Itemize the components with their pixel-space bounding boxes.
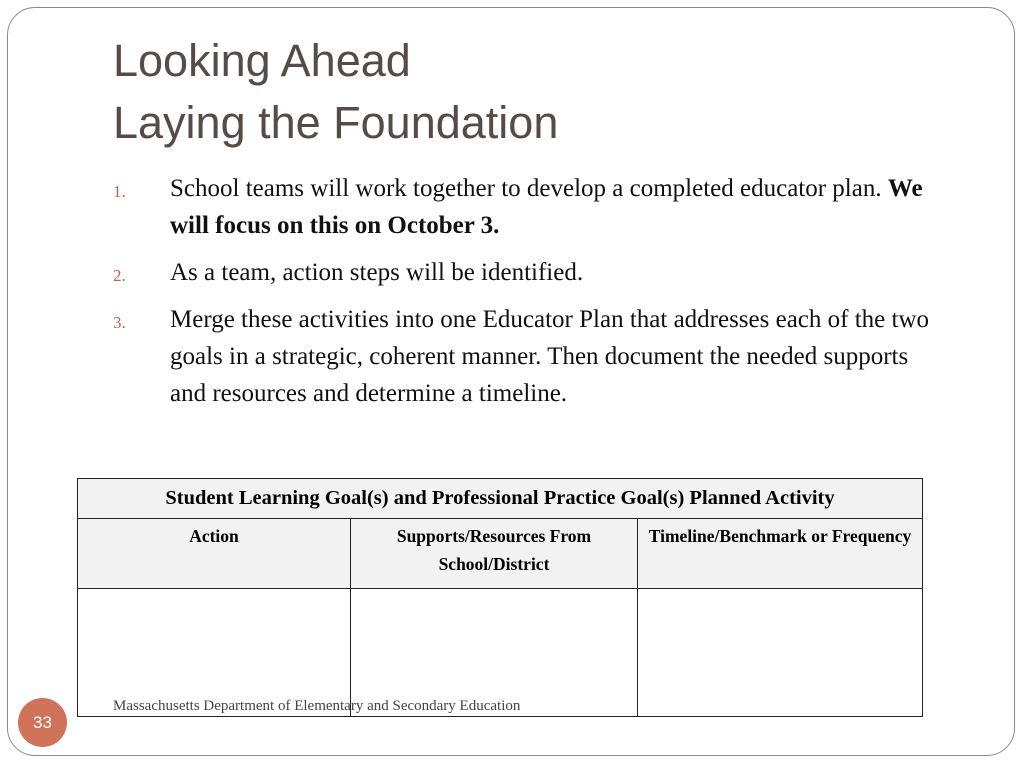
title-line-1: Looking Ahead <box>113 35 411 86</box>
table-cell-timeline[interactable] <box>638 589 923 717</box>
column-header-action: Action <box>78 519 351 589</box>
slide-number-badge <box>18 698 67 747</box>
numbered-list <box>113 170 943 422</box>
list-item-text: As a team, action steps will be identified. <box>170 259 584 286</box>
list-number: 2. <box>113 266 126 285</box>
planned-activity-table <box>77 478 923 717</box>
list-item-text: School teams will work together to develop a completed educator plan. <box>170 175 888 202</box>
table-header: Student Learning Goal(s) and Professional Practice Goal(s) Planned Activity <box>78 479 923 519</box>
column-header-timeline: Timeline/Benchmark or Frequency <box>638 519 923 589</box>
list-item-1 <box>113 170 943 244</box>
slide-title <box>113 30 558 154</box>
column-header-supports: Supports/Resources From School/District <box>351 519 638 589</box>
list-item-text: Merge these activities into one Educator Plan that addresses each of the two goals in a strategic, coherent manner. Then document the needed supports and resources and determine a timeline. <box>170 306 930 407</box>
list-item-3 <box>113 301 943 412</box>
list-number: 3. <box>113 313 126 332</box>
list-item-2 <box>113 254 943 291</box>
list-number: 1. <box>113 182 126 201</box>
slide-number: 33 <box>33 712 52 732</box>
list-item-emphasis: We will focus on this on October 3. <box>170 175 923 239</box>
title-line-2: Laying the Foundation <box>113 97 559 148</box>
footer-text: Massachusetts Department of Elementary and Secondary Education <box>113 698 521 714</box>
